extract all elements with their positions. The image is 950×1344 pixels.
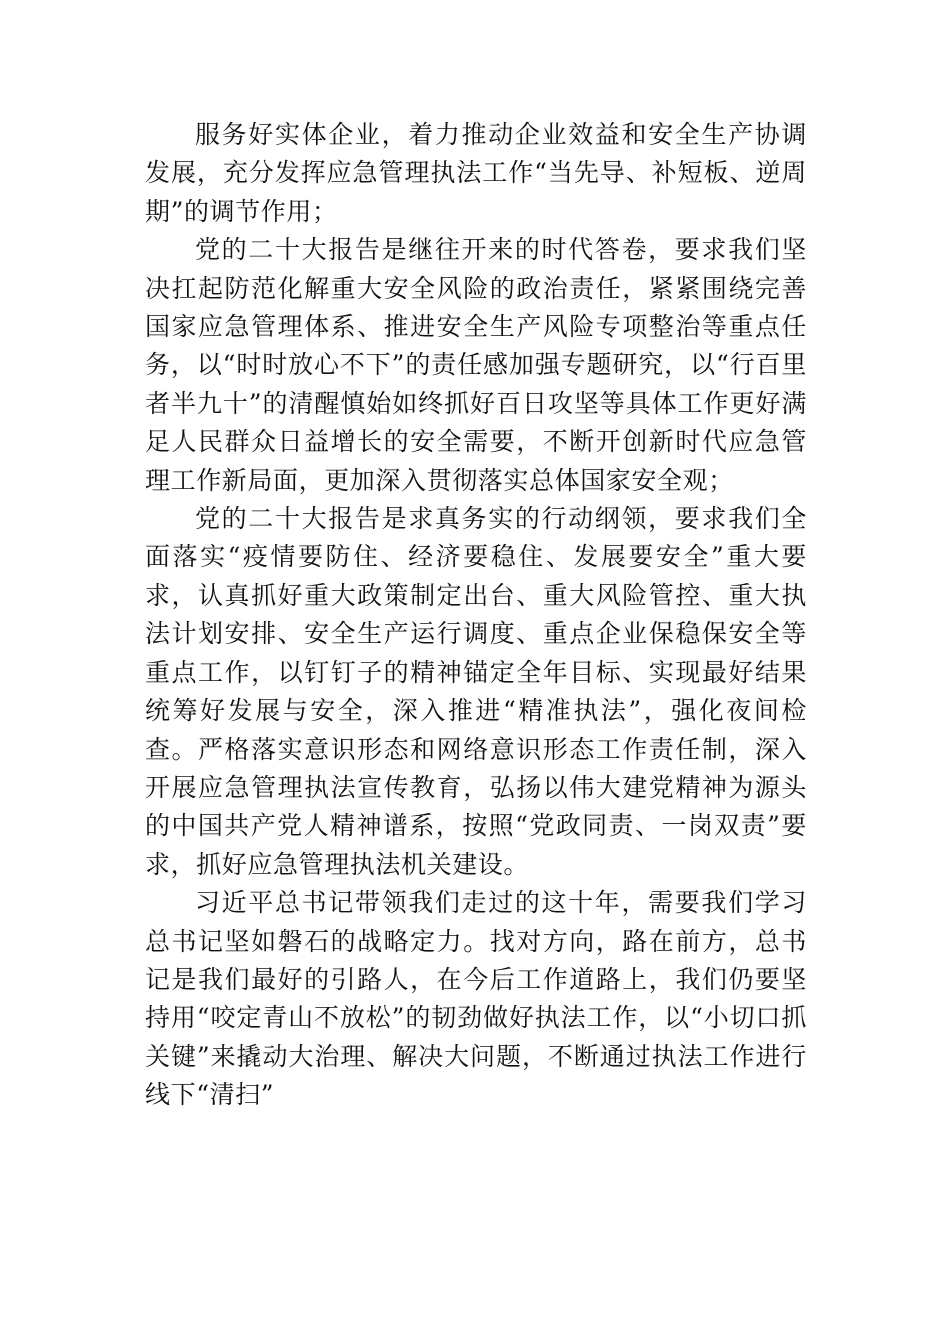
paragraph-2: 党的二十大报告是继往开来的时代答卷，要求我们坚决扛起防范化解重大安全风险的政治责任，紧紧围绕完善国家应急管理体系、推进安全生产风险专项整治等重点任务，以“时时放心不下”的责任感加强专题研究，以“行百里者半九十”的清醒慎始如终抓好百日攻坚等具体工作更好满足人民群众日益增长的安全需要，不断开创新时代应急管理工作新局面，更加深入贯彻落实总体国家安全观； [145, 235, 807, 495]
paragraph-3: 党的二十大报告是求真务实的行动纲领，要求我们全面落实“疫情要防住、经济要稳住、发展要安全”重大要求，认真抓好重大政策制定出台、重大风险管控、重大执法计划安排、安全生产运行调度、重点企业保稳保安全等重点工作，以钉钉子的精神锚定全年目标、实现最好结果统筹好发展与安全，深入推进“精准执法”，强化夜间检查。严格落实意识形态和网络意识形态工作责任制，深入开展应急管理执法宣传教育，弘扬以伟大建党精神为源头的中国共产党人精神谱系，按照“党政同责、一岗双责”要求，抓好应急管理执法机关建设。 [145, 504, 807, 879]
paragraph-1: 服务好实体企业，着力推动企业效益和安全生产协调发展，充分发挥应急管理执法工作“当先导、补短板、逆周期”的调节作用； [145, 120, 807, 226]
document-body [145, 116, 807, 1115]
paragraph-4: 习近平总书记带领我们走过的这十年，需要我们学习总书记坚如磐石的战略定力。找对方向，路在前方，总书记是我们最好的引路人，在今后工作道路上，我们仍要坚持用“咬定青山不放松”的韧劲做好执法工作，以“小切口抓关键”来撬动大治理、解决大问题，不断通过执法工作进行线下“清扫” [145, 888, 807, 1110]
